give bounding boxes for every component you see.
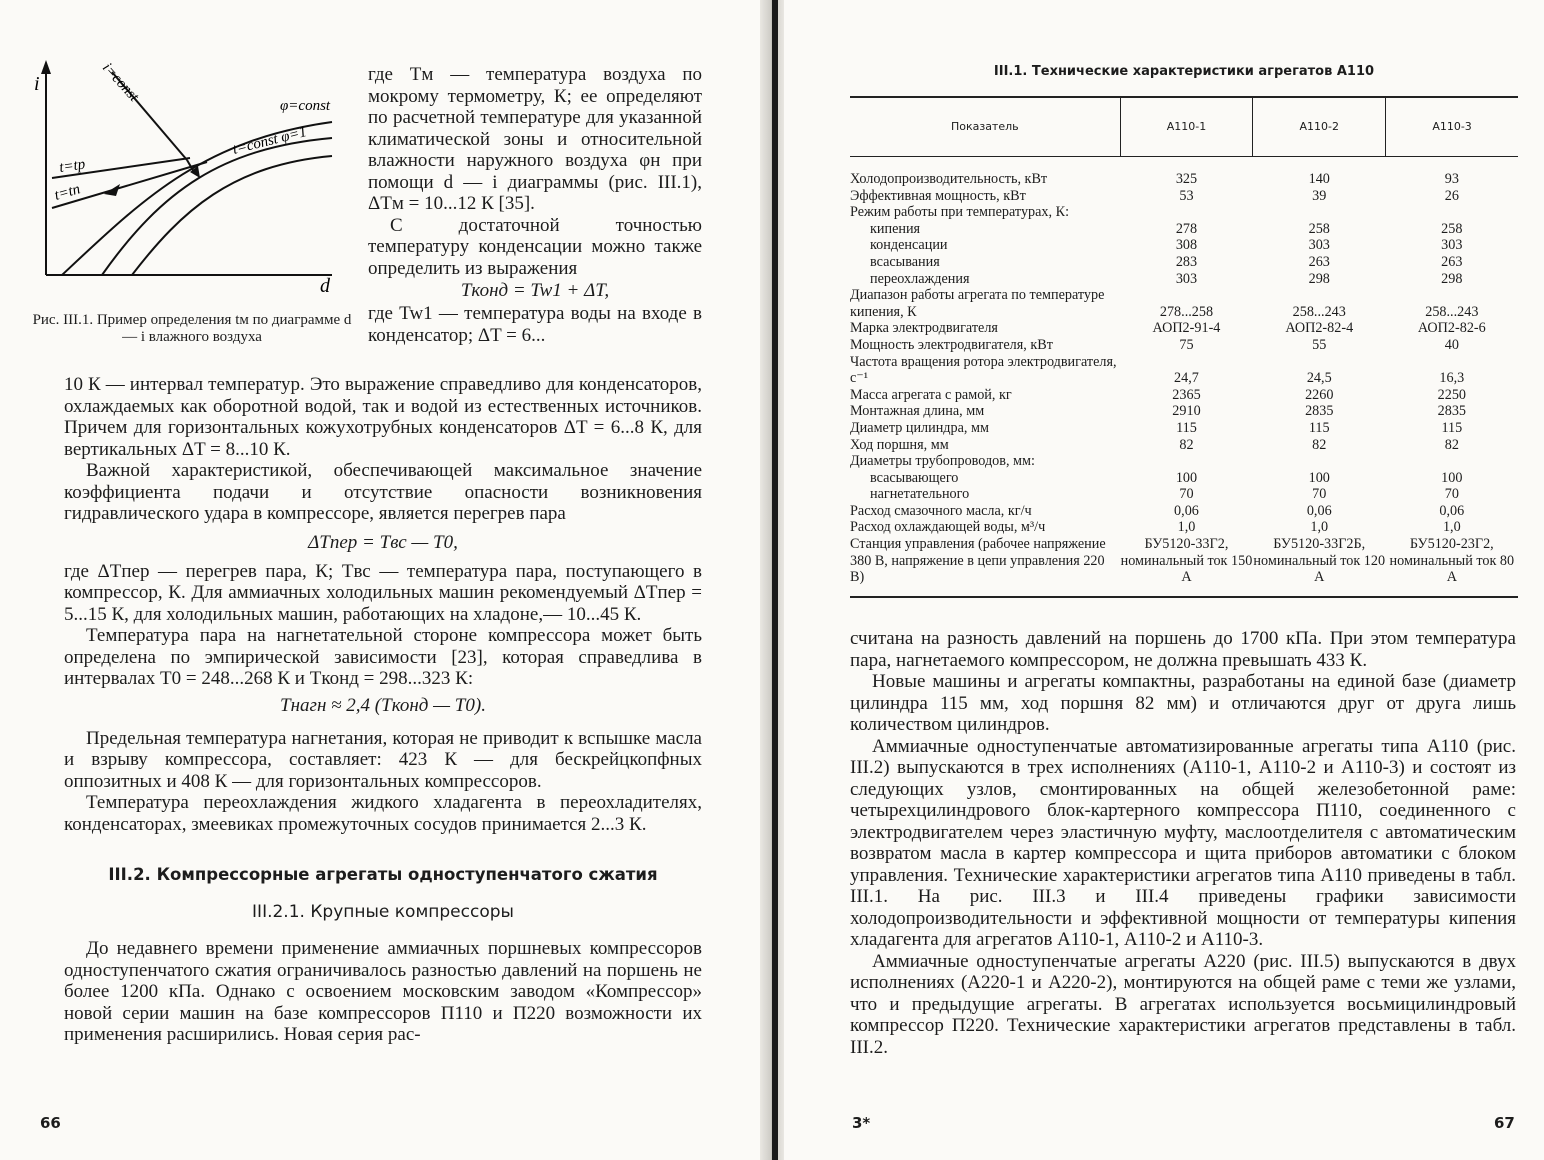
wrap-paragraph: где Tм — температура воздуха по мокрому термометру, К; ее определяют по расчетной температуре для указанной климатической зоны и относительной влажности наружного воздуха φн при помощи d — i диаграммы (рис. III.1), ΔTм = 10...12 К [35]. — [368, 64, 702, 214]
figure-side-text — [368, 64, 702, 346]
label-t-tp: t=tp — [58, 156, 87, 176]
table-row: всасывания 283 263 263 — [870, 253, 1463, 270]
table-row: Диапазон работы агрегата по температуре кипения, К 278...258 258...243 258...243 — [850, 287, 1479, 320]
table-row: Расход смазочного масла, кг/ч 0,06 0,06 0,06 — [850, 502, 1465, 519]
paragraph-a220: Аммиачные одноступенчатые агрегаты А220 (рис. III.5) выпускаются в двух исполнениях (А220-1 и А220-2), монтируются на общей раме с теми же узлами, что и предыдущие агрегаты. В агрегатах используется восьмицилиндровый компрессор П220. Технические характеристики агрегатов представлены в табл. III.2. — [850, 950, 1516, 1058]
specs-table — [850, 96, 1518, 598]
axis-y-label: i — [34, 73, 40, 95]
table-row: кипения 278 258 258 — [870, 220, 1463, 237]
table-row: нагнетательного 70 70 70 — [870, 486, 1459, 503]
table-row: всасывающего 100 100 100 — [870, 469, 1463, 486]
page-number-right: 67 — [1494, 1114, 1515, 1132]
signature-mark: 3* — [852, 1114, 871, 1132]
paragraph-pressure: считана на разность давлений на поршень до 1700 кПа. При этом температура пара, нагнетаемого компрессором, не должна превышать 433 К. — [850, 628, 1516, 671]
formula-condensation: Tконд = Tw1 + ΔT, — [460, 280, 610, 301]
table-row: конденсации 308 303 303 — [870, 237, 1463, 254]
formula-superheat: ΔTпер = Tвс — T0, — [308, 531, 458, 553]
paragraph-condenser-range: 10 К — интервал температур. Это выражение справедливо для конденсаторов, охлаждаемых как оборотной водой, так и водой из естественных источников. Причем для горизонтальных кожухотрубных конденсаторов ΔT = 6...8 К, для вертикальных ΔT = 8...10 К. — [64, 374, 702, 460]
paragraph-a110: Аммиачные одноступенчатые автоматизированные агрегаты типа А110 (рис. III.2) выпускаются в трех исполнениях (А110-1, А110-2 и А110-3) и состоят из следующих узлов, смонтированных на общей железобетонной раме: четырехцилиндрового блок-картерного компрессора П110, соединенного с электродвигателем через эластичную муфту, маслоотделителя с автоматическим возвратом масла в картер компрессора и щита приборов автоматики с блоком управления. Технические характеристики агрегатов типа А110 приведены в табл. III.1. На рис. III.3 и III.4 приведены графики зависимости холодопроизводительности и эффективной мощности от температуры кипения хладагента для агрегатов А110-1, А110-2 и А110-3. — [850, 735, 1516, 950]
section-heading: III.2. Компрессорные агрегаты одноступенчатого сжатия — [108, 865, 658, 884]
table-row: Режим работы при температурах, К: — [850, 204, 1070, 221]
table-row: Станция управления (рабочее напряжение 380 В, напряжение в цепи управления 220 В) БУ5120-33Г2, номинальный ток 150 А БУ5120-33Г2Б, номинальный ток 120 А БУ5120-23Г2, номинальный ток 80 А — [850, 536, 1518, 597]
label-t-tn: t=tn — [52, 181, 83, 204]
left-page — [0, 0, 760, 1160]
paragraph-superheat: Важной характеристикой, обеспечивающей максимальное значение коэффициента подачи и отсутствие опасности возникновения гидравлического удара в компрессоре, является перегрев пара — [64, 460, 702, 524]
left-main-text — [64, 374, 702, 1046]
axis-x-label: d — [320, 275, 330, 297]
label-phi-const: φ=const — [280, 98, 331, 114]
paragraph-superheat-where: где ΔTпер — перегрев пара, К; Tвс — температура пара, поступающего в компрессор, К. Для аммиачных холодильных машин рекомендуемый ΔTпер = 5...15 К, для холодильных машин, работающих на хладоне,— 10...45 К. — [64, 560, 702, 625]
table-row: переохлаждения 303 298 298 — [870, 270, 1463, 287]
table-header-row — [850, 97, 1518, 157]
table-row: Эффективная мощность, кВт 53 39 26 — [850, 187, 1459, 204]
table-row: Расход охлаждающей воды, м³/ч 1,0 1,0 1,0 — [850, 519, 1461, 536]
table-row: Мощность электродвигателя, кВт 75 55 40 — [850, 336, 1459, 353]
header-indicator: Показатель — [850, 97, 1120, 157]
table-row: Марка электродвигателя АОП2-91-4 АОП2-82-4 АОП2-82-6 — [850, 320, 1486, 337]
paragraph-limit-temp: Предельная температура нагнетания, которая не приводит к вспышке масла и взрыву компрессора, составляет: 423 К — для бескрейцкопфных оппозитных и 408 К — для горизонтальных компрессоров. — [64, 727, 702, 792]
where-line: где Tw1 — температура воды на входе в конденсатор; ΔT = 6... — [368, 303, 702, 346]
table-row: Диаметр цилиндра, мм 115 115 115 — [850, 419, 1463, 436]
header-a110-2: А110-2 — [1253, 97, 1386, 157]
label-t-const-phi1: t=const φ=1 — [231, 124, 309, 158]
formula-discharge: Tнагн ≈ 2,4 (Tконд — T0). — [280, 694, 486, 716]
table-row: Монтажная длина, мм 2910 2835 2835 — [850, 403, 1466, 420]
paragraph-compact: Новые машины и агрегаты компактны, разработаны на единой базе (диаметр цилиндра 115 мм, ход поршня 82 мм) и отличаются друг от друга лишь количеством цилиндров. — [850, 671, 1516, 735]
table-row: Холодопроизводительность, кВт 325 140 93 — [850, 171, 1459, 187]
wrap-paragraph-2: С достаточной точностью температуру конденсации можно также определить из выражения — [368, 214, 702, 279]
id-diagram-figure — [32, 50, 342, 300]
paragraph-compressors: До недавнего времени применение аммиачных поршневых компрессоров одноступенчатого сжатия ограничивалось разностью давлений на поршень не более 1200 кПа. Однако с освоением московским заводом «Компрессор» новой серии машин на базе компрессоров П110 и П220 возможности их применения расширились. Новая серия рас- — [64, 938, 702, 1045]
header-a110-3: А110-3 — [1386, 97, 1518, 157]
table-row: Диаметры трубопроводов, мм: — [850, 453, 1035, 470]
table-row: Частота вращения ротора электродвигателя, с⁻¹ 24,7 24,5 16,3 — [850, 353, 1465, 387]
table-title: III.1. Технические характеристики агрегатов А110 — [993, 64, 1375, 79]
paragraph-subcooling: Температура переохлаждения жидкого хладагента в переохладителях, конденсаторах, змеевиках промежуточных сосудов принимается 2...3 К. — [64, 792, 702, 835]
subsection-heading: III.2.1. Крупные компрессоры — [252, 902, 514, 922]
header-a110-1: А110-1 — [1120, 97, 1253, 157]
label-i-const: i=const — [99, 59, 142, 105]
table-row: Ход поршня, мм 82 82 82 — [850, 436, 1459, 453]
table-row: Масса агрегата с рамой, кг 2365 2260 2250 — [850, 386, 1466, 403]
page-number-left: 66 — [40, 1114, 61, 1132]
figure-caption: Рис. III.1. Пример определения tм по диаграмме d — i влажного воздуха — [32, 312, 352, 345]
right-main-text — [850, 628, 1516, 1058]
paragraph-discharge-temp: Температура пара на нагнетательной стороне компрессора может быть определена по эмпирической зависимости [23], которая справедлива в интервалах T0 = 248...268 К и Tконд = 298...323 К: — [64, 625, 702, 689]
scan-edge — [772, 0, 778, 1160]
